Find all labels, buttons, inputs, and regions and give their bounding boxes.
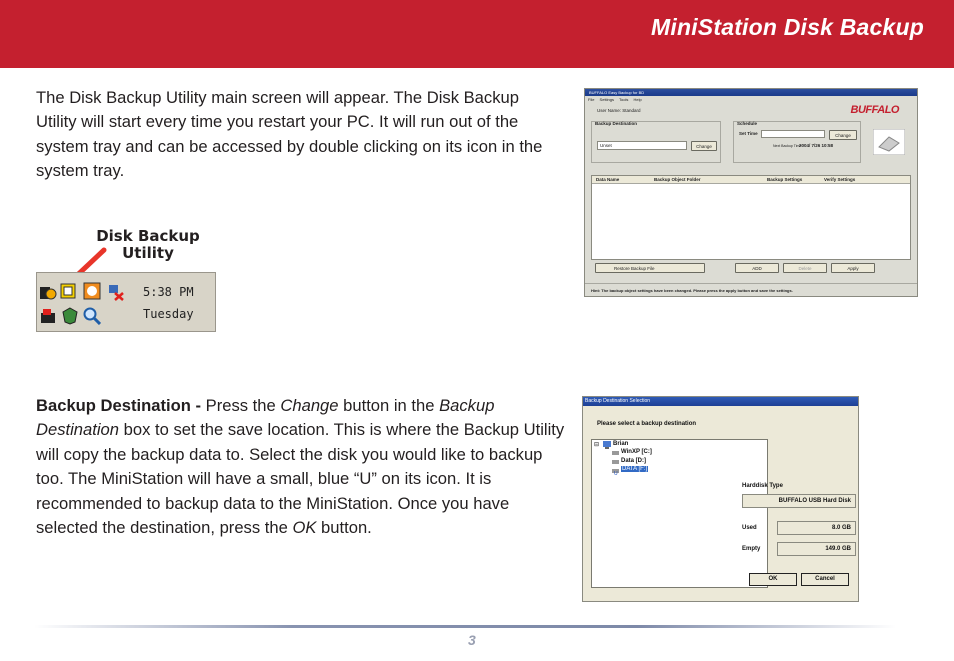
scheduler-icon[interactable] <box>83 282 101 300</box>
used-label: Used <box>742 525 757 531</box>
tree-item-f-selected[interactable]: DATA [F:] <box>622 466 648 472</box>
destination-field <box>597 141 687 150</box>
main-window-title: BUFFALO Easy Backup for BD <box>589 90 645 95</box>
ok-button[interactable]: OK <box>749 573 797 586</box>
set-time-label: Set Time <box>739 131 758 136</box>
col-data-name[interactable]: Data Name <box>596 177 620 182</box>
tree-item-c[interactable]: WinXP [C:] <box>621 449 652 455</box>
dialog-prompt: Please select a backup destination <box>597 421 697 427</box>
computer-icon <box>603 441 611 449</box>
table-header <box>592 176 910 184</box>
main-window-screenshot <box>584 88 918 297</box>
schedule-change-button[interactable]: Change <box>829 130 857 140</box>
schedule-box <box>733 121 861 163</box>
dialog-title: Backup Destination Selection <box>585 398 651 404</box>
user-name-label: User Name: Standard <box>597 108 641 113</box>
page-title: MiniStation Disk Backup <box>651 14 924 40</box>
next-backup-value: 2004/ 7/26 10:58 <box>799 143 834 148</box>
schedule-label: Schedule <box>737 121 758 126</box>
footer-rule <box>34 625 896 628</box>
harddisk-type-label: Harddisk Type <box>742 483 783 489</box>
magnifier-icon[interactable] <box>83 307 101 325</box>
tree-collapse-toggle[interactable]: ⊟ <box>594 442 600 448</box>
clock-folder-icon[interactable] <box>39 283 57 301</box>
system-tray <box>36 272 216 332</box>
col-verify-settings[interactable]: Verify Settings <box>824 177 856 182</box>
usb-drive-icon <box>612 467 619 475</box>
backup-destination-label: Backup Destination <box>595 121 638 126</box>
drive-c-icon <box>612 450 619 456</box>
harddisk-type-value: BUFFALO USB Hard Disk <box>742 494 856 508</box>
buffalo-logo: BUFFALO <box>850 104 899 116</box>
cancel-button[interactable]: Cancel <box>801 573 849 586</box>
intro-paragraph: The Disk Backup Utility main screen will appear. The Disk Backup Utility will start every time you restart your PC. It will run out of the system tray and can be accessed by double clicking on its icon in the system tray. <box>36 88 543 181</box>
used-value: 8.0 GB <box>777 521 856 535</box>
tray-callout-line1: Disk Backup <box>96 227 200 245</box>
add-button[interactable]: ADD <box>735 263 779 273</box>
disk-backup-utility-icon[interactable] <box>59 282 77 300</box>
main-window-titlebar <box>585 89 917 96</box>
destination-dialog-screenshot <box>582 396 859 602</box>
para2-text-3: box to set the save location. This is where the Backup Utility will copy the backup data to. Select the disk you would like to backup too. The MiniStation will have a small, blue “U” on its icon. It is recommended to backup data to the MiniStation. Once you have selected the destination, press the <box>36 420 565 538</box>
next-backup-label: Next Backup Time <box>773 144 802 148</box>
backup-object-table <box>591 175 911 260</box>
restore-backup-button[interactable]: Restore Backup File <box>595 263 705 273</box>
page-number: 3 <box>468 632 476 648</box>
tree-root-label[interactable]: Brian <box>613 441 629 447</box>
para2-italic-change: Change <box>280 396 339 415</box>
para2-italic-ok: OK <box>292 518 317 538</box>
status-hint: Hint: The backup object settings have been changed. Please press the apply button and save the settings. <box>591 288 793 293</box>
dialog-titlebar <box>583 397 858 406</box>
header-band <box>0 0 954 68</box>
drive-d-icon <box>612 459 619 465</box>
network-disconnected-icon[interactable] <box>107 283 125 301</box>
drive-tree[interactable] <box>591 439 768 588</box>
status-bar <box>585 283 917 296</box>
main-window-menubar[interactable]: File Settings Tools Help <box>588 97 642 102</box>
destination-value: Unset <box>600 143 612 148</box>
para2-italic-backup-destination: Backup Destination <box>36 396 495 440</box>
delete-button[interactable]: Delete <box>783 263 827 273</box>
para2-text-1: Press the <box>205 396 281 415</box>
backup-destination-paragraph <box>36 394 566 540</box>
empty-value: 149.0 GB <box>777 542 856 556</box>
tray-clock-day: Tuesday <box>143 307 194 321</box>
empty-label: Empty <box>742 546 761 552</box>
para2-text-4: button. <box>316 518 372 538</box>
tray-clock-time[interactable]: 5:38 PM <box>143 285 194 299</box>
para2-text-2: button in the <box>338 396 440 415</box>
svg-text:U: U <box>614 471 618 475</box>
drive-image-icon <box>873 129 905 155</box>
apply-button[interactable]: Apply <box>831 263 875 273</box>
tree-item-d[interactable]: Data [D:] <box>621 458 646 464</box>
col-backup-settings[interactable]: Backup Settings <box>767 177 803 182</box>
printer-icon[interactable] <box>39 307 57 325</box>
col-backup-object-folder[interactable]: Backup Object Folder <box>654 177 701 182</box>
set-time-field[interactable] <box>761 130 825 138</box>
destination-change-button[interactable]: Change <box>691 141 717 151</box>
shield-icon[interactable] <box>61 307 79 325</box>
tray-callout-line2: Utility <box>122 244 174 262</box>
backup-destination-heading: Backup Destination - <box>36 396 206 415</box>
